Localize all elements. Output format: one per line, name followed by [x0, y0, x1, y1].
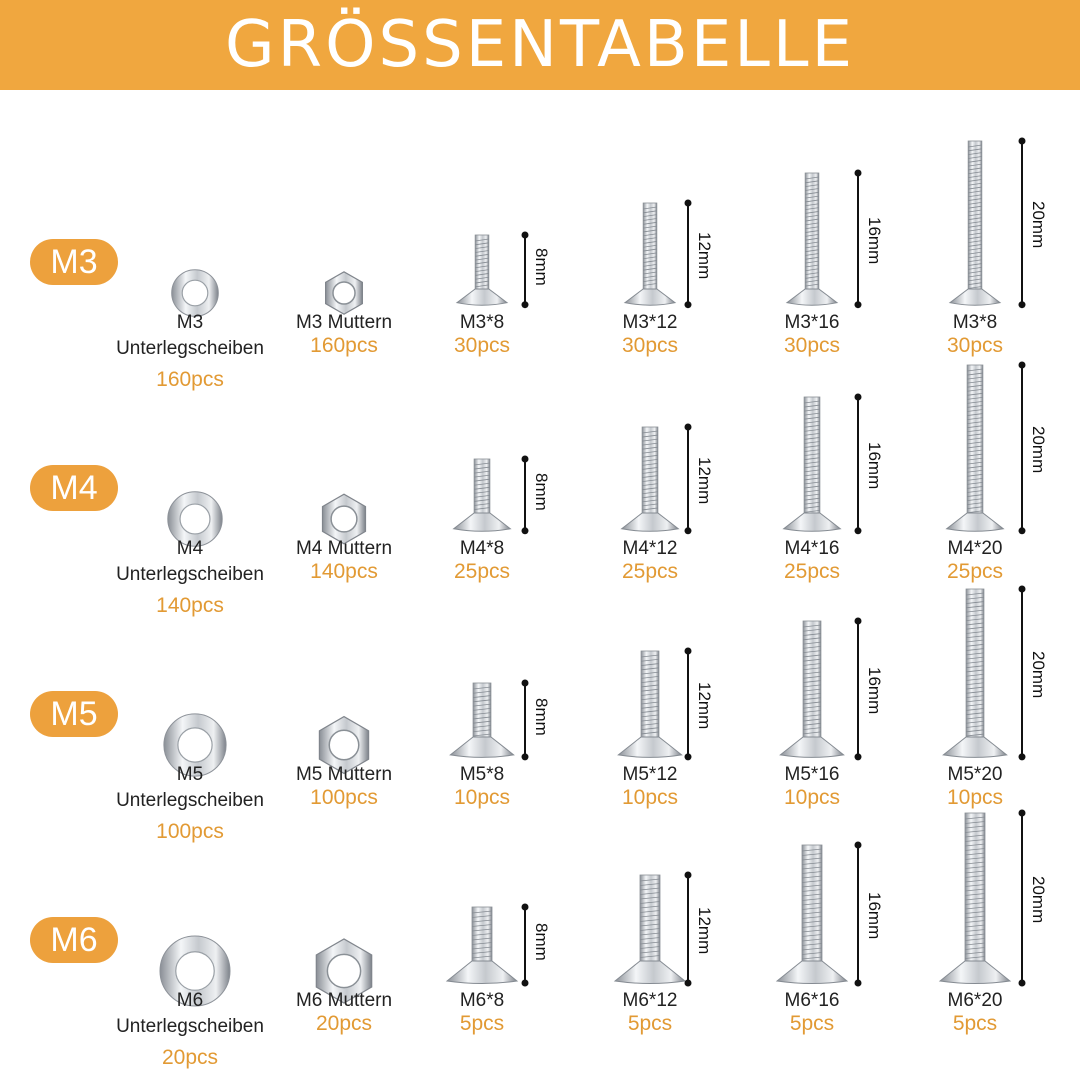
screw-name: M5*20	[947, 764, 1003, 785]
dimension-dot	[522, 456, 529, 463]
screw-image	[925, 138, 1025, 308]
dimension-dot	[1019, 586, 1026, 593]
nut-hole	[327, 954, 360, 987]
screw-name: M6*16	[784, 990, 840, 1011]
screw-head	[625, 289, 675, 305]
screw-image	[925, 810, 1025, 986]
length-label: 8mm	[532, 248, 551, 286]
dimension-dot	[855, 842, 862, 849]
dimension-dot	[1019, 138, 1026, 145]
washer-name: M6	[176, 990, 204, 1011]
dimension-dot	[685, 753, 692, 760]
size-badge: M4	[30, 465, 118, 511]
screw-image	[925, 362, 1025, 534]
screw-name: M3*8	[952, 312, 998, 333]
screw-name: M5*8	[459, 764, 505, 785]
length-label: 8mm	[532, 473, 551, 511]
dimension-dot	[1019, 528, 1026, 535]
dimension-line	[1016, 583, 1028, 763]
screw-head	[950, 289, 1000, 305]
screw-name: M4*20	[947, 538, 1003, 559]
screw-head	[615, 961, 685, 984]
screw-head	[447, 961, 517, 984]
screw-head	[787, 289, 837, 305]
washer-count: 140pcs	[156, 594, 224, 617]
length-label: 16mm	[865, 667, 884, 715]
dimension-dot	[685, 648, 692, 655]
dimension-dot	[685, 872, 692, 879]
dimension-dot	[522, 904, 529, 911]
washer-desc: Unterlegscheiben	[116, 564, 264, 585]
screw-head	[784, 513, 841, 531]
screw-image	[432, 456, 532, 534]
dimension-line	[519, 229, 531, 311]
dimension-line	[1016, 807, 1028, 989]
screw-count: 30pcs	[946, 334, 1004, 357]
dimension-line	[1016, 359, 1028, 537]
dimension-dot	[522, 232, 529, 239]
screw-name: M4*16	[784, 538, 840, 559]
dimension-dot	[685, 980, 692, 987]
washer-hole	[182, 280, 208, 306]
washer-desc: Unterlegscheiben	[116, 790, 264, 811]
dimension-dot	[685, 527, 692, 534]
screw-head	[947, 513, 1004, 531]
nut-count: 160pcs	[310, 334, 378, 357]
screw-count: 25pcs	[621, 560, 679, 583]
dimension-line	[519, 901, 531, 989]
size-badge: M3	[30, 239, 118, 285]
screw-count: 5pcs	[627, 1012, 673, 1035]
screw-count: 5pcs	[459, 1012, 505, 1035]
screw-head	[777, 961, 847, 984]
dimension-dot	[685, 200, 692, 207]
screw-image	[432, 232, 532, 308]
screw-head	[940, 961, 1010, 984]
length-label: 8mm	[532, 923, 551, 961]
screw-name: M5*16	[784, 764, 840, 785]
screw-name: M4*12	[622, 538, 678, 559]
screw-count: 25pcs	[453, 560, 511, 583]
dimension-dot	[855, 394, 862, 401]
screw-count: 10pcs	[946, 786, 1004, 809]
washer-hole	[176, 952, 215, 991]
length-label: 12mm	[695, 232, 714, 280]
dimension-line	[519, 453, 531, 537]
washer-desc: Unterlegscheiben	[116, 1016, 264, 1037]
screw-image	[432, 904, 532, 986]
screw-count: 25pcs	[783, 560, 841, 583]
washer-count: 160pcs	[156, 368, 224, 391]
screw-name: M4*8	[459, 538, 505, 559]
screw-image	[925, 586, 1025, 760]
size-badge: M5	[30, 691, 118, 737]
dimension-line	[519, 677, 531, 763]
dimension-dot	[1019, 362, 1026, 369]
nut-count: 20pcs	[315, 1012, 373, 1035]
washer-name: M3	[176, 312, 204, 333]
dimension-dot	[855, 527, 862, 534]
screw-image	[762, 170, 862, 308]
dimension-dot	[855, 618, 862, 625]
size-badge: M6	[30, 917, 118, 963]
nut-count: 140pcs	[310, 560, 378, 583]
dimension-dot	[522, 753, 529, 760]
screw-image	[432, 680, 532, 760]
screw-count: 30pcs	[621, 334, 679, 357]
screw-name: M3*16	[784, 312, 840, 333]
dimension-line	[852, 839, 864, 989]
screw-name: M3*12	[622, 312, 678, 333]
dimension-dot	[1019, 980, 1026, 987]
screw-head	[450, 737, 513, 757]
dimension-dot	[522, 680, 529, 687]
screw-head	[780, 737, 843, 757]
nut-name: M5 Muttern	[295, 764, 393, 785]
dimension-line	[852, 167, 864, 311]
screw-count: 30pcs	[783, 334, 841, 357]
washer-name: M5	[176, 764, 204, 785]
screw-head	[622, 513, 679, 531]
screw-count: 5pcs	[789, 1012, 835, 1035]
dimension-dot	[522, 527, 529, 534]
dimension-line	[852, 615, 864, 763]
dimension-line	[682, 421, 694, 537]
screw-count: 10pcs	[783, 786, 841, 809]
dimension-dot	[522, 980, 529, 987]
dimension-dot	[855, 980, 862, 987]
screw-head	[943, 737, 1006, 757]
dimension-dot	[855, 301, 862, 308]
screw-image	[762, 618, 862, 760]
dimension-dot	[1019, 754, 1026, 761]
size-row-m4	[0, 361, 1080, 617]
dimension-dot	[685, 424, 692, 431]
nut-hole	[329, 730, 359, 760]
washer-desc: Unterlegscheiben	[116, 338, 264, 359]
screw-head	[618, 737, 681, 757]
washer-count: 20pcs	[161, 1046, 219, 1069]
page-title: GRÖSSENTABELLE	[225, 8, 855, 82]
length-label: 20mm	[1029, 876, 1048, 924]
washer-hole	[180, 504, 210, 534]
screw-name: M3*8	[459, 312, 505, 333]
washer-hole	[178, 728, 212, 762]
screw-count: 10pcs	[453, 786, 511, 809]
dimension-line	[852, 391, 864, 537]
length-label: 20mm	[1029, 201, 1048, 249]
nut-name: M4 Muttern	[295, 538, 393, 559]
screw-head	[454, 513, 511, 531]
screw-name: M5*12	[622, 764, 678, 785]
size-row-m6	[0, 813, 1080, 1069]
dimension-dot	[1019, 301, 1026, 308]
washer-count: 100pcs	[156, 820, 224, 843]
dimension-dot	[855, 753, 862, 760]
screw-image	[762, 394, 862, 534]
dimension-dot	[855, 170, 862, 177]
length-label: 16mm	[865, 892, 884, 940]
header-banner	[0, 0, 1080, 90]
screw-head	[457, 289, 507, 305]
nut-hole	[333, 282, 355, 304]
dimension-line	[682, 869, 694, 989]
washer-name: M4	[176, 538, 204, 559]
dimension-line	[682, 645, 694, 763]
screw-count: 5pcs	[952, 1012, 998, 1035]
dimension-dot	[1019, 810, 1026, 817]
screw-image	[762, 842, 862, 986]
screw-name: M6*12	[622, 990, 678, 1011]
length-label: 20mm	[1029, 651, 1048, 699]
screw-name: M6*8	[459, 990, 505, 1011]
screw-name: M6*20	[947, 990, 1003, 1011]
length-label: 16mm	[865, 217, 884, 265]
size-row-m5	[0, 587, 1080, 843]
screw-count: 10pcs	[621, 786, 679, 809]
length-label: 12mm	[695, 907, 714, 955]
length-label: 20mm	[1029, 426, 1048, 474]
length-label: 12mm	[695, 457, 714, 505]
dimension-dot	[522, 301, 529, 308]
nut-hole	[331, 506, 357, 532]
dimension-dot	[685, 301, 692, 308]
dimension-line	[682, 197, 694, 311]
screw-count: 25pcs	[946, 560, 1004, 583]
size-row-m3	[0, 135, 1080, 391]
length-label: 12mm	[695, 682, 714, 730]
screw-count: 30pcs	[453, 334, 511, 357]
nut-name: M3 Muttern	[295, 312, 393, 333]
dimension-line	[1016, 135, 1028, 311]
nut-name: M6 Muttern	[295, 990, 393, 1011]
length-label: 16mm	[865, 442, 884, 490]
length-label: 8mm	[532, 698, 551, 736]
nut-count: 100pcs	[310, 786, 378, 809]
